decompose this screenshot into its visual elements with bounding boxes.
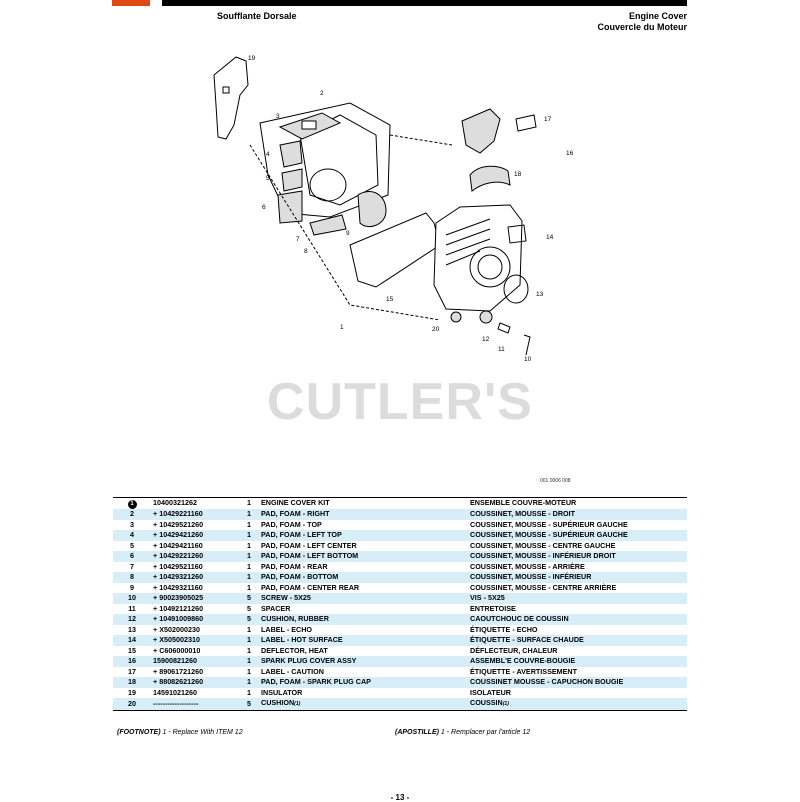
part-number-cell-text: + 10429321160 [153,582,203,592]
ref-cell [113,614,151,625]
description-fr-cell-text: DÉFLECTEUR, CHALEUR [470,645,558,655]
part-number-cell [151,530,239,541]
header-model-title: Soufflante Dorsale [217,11,297,21]
description-en-cell [259,698,468,710]
ref-cell [113,562,151,573]
description-fr-cell-text: COUSSINET, MOUSSE - SUPÉRIEUR GAUCHE [470,519,628,529]
description-en-cell-text: PAD, FOAM - BOTTOM [261,572,339,581]
qty-cell [239,562,259,573]
description-en-cell [259,593,468,604]
ref-cell-text: 19 [128,687,136,697]
part-number-cell [151,541,239,552]
table-row [113,667,687,678]
part-number-cell [151,562,239,573]
part-number-cell [151,646,239,657]
brand-logo-mark [150,0,162,6]
ref-cell-text: 3 [130,519,134,529]
part-number-cell-text: ------------------- [153,698,199,708]
part-number-cell [151,677,239,688]
table-row [113,530,687,541]
callout-13: 13 [536,291,544,298]
part-number-cell [151,593,239,604]
ref-cell-text: 8 [130,572,134,581]
description-fr-cell [468,688,687,699]
qty-cell [239,541,259,552]
table-row [113,625,687,636]
qty-cell [239,667,259,678]
part-number-cell-text: + 88082621260 [153,677,204,686]
table-row [113,698,687,710]
description-en-cell [259,656,468,667]
brand-logo [112,0,150,6]
description-en-cell-text: PAD, FOAM - LEFT CENTER [261,540,357,550]
description-en-cell-text: PAD, FOAM - RIGHT [261,509,330,518]
description-en-cell-text: PAD, FOAM - TOP [261,519,322,529]
description-fr-cell-text: COUSSIN [470,698,503,707]
part-number-cell-text: + 10429521260 [153,519,204,529]
ref-cell-text: 11 [128,603,136,613]
description-fr-cell-text: ISOLATEUR [470,687,511,697]
rubber-cushion [480,311,492,323]
table-row [113,541,687,552]
callout-18: 18 [514,171,522,178]
page-number: - 13 - [390,793,410,802]
callout-3: 3 [276,113,280,120]
qty-cell [239,509,259,520]
qty-cell [239,698,259,710]
description-en-cell [259,688,468,699]
header-bar [112,0,687,6]
watermark: CUTLER'S [267,373,533,431]
callout-12: 12 [482,336,490,343]
screw [524,335,530,355]
ref-cell [113,541,151,552]
ref-cell-text: 17 [128,666,136,676]
description-en-cell-text: CUSHION, RUBBER [261,614,329,623]
table-row [113,614,687,625]
part-number-cell [151,667,239,678]
description-en-cell [259,625,468,636]
description-en-cell [259,551,468,562]
qty-cell [239,551,259,562]
qty-cell [239,635,259,646]
insulator-bracket [214,57,248,139]
qty-cell [239,614,259,625]
description-fr-cell-text: CAOUTCHOUC DE COUSSIN [470,614,569,623]
qty-cell-text: 5 [247,593,251,602]
figure-id: 001 0006 008 [540,478,571,484]
description-en-cell [259,583,468,594]
foam-pad-bottom [310,215,346,235]
part-number-cell [151,583,239,594]
qty-cell [239,572,259,583]
ref-cell [113,498,151,510]
description-en-cell-text: LABEL - ECHO [261,624,312,634]
description-fr-cell [468,656,687,667]
table-row [113,498,687,510]
part-number-cell-text: 14591021260 [153,687,197,697]
ref-cell-text: 4 [130,530,134,539]
cushion [451,312,461,322]
ref-cell [113,635,151,646]
table-row [113,635,687,646]
part-number-cell [151,551,239,562]
callout-10: 10 [524,356,532,363]
spark-plug-cover [462,109,500,153]
part-number-cell-text: + X505002310 [153,635,200,644]
description-en-cell [259,509,468,520]
description-fr-cell-text: COUSSINET, MOUSSE - INFÉRIEUR DROIT [470,551,616,560]
part-number-cell-text: + C606000010 [153,645,201,655]
ref-cell-text: 7 [130,561,134,571]
ref-cell [113,656,151,667]
qty-cell [239,688,259,699]
part-number-cell-text: + 10429421160 [153,540,203,550]
callout-5: 5 [266,175,270,182]
description-en-cell-text: PAD, FOAM - LEFT TOP [261,530,342,539]
qty-cell-text: 1 [247,666,251,676]
description-fr-cell-text: ÉTIQUETTE - AVERTISSEMENT [470,666,578,676]
ref-cell [113,572,151,583]
ref-cell [113,646,151,657]
qty-cell [239,625,259,636]
part-number-cell-text: 15900821260 [153,656,197,665]
ref-cell-text: 15 [128,645,136,655]
table-row [113,646,687,657]
table-row [113,520,687,531]
callout-7: 7 [296,236,300,243]
part-number-cell-text: + 10491009860 [153,614,204,623]
description-fr-cell [468,520,687,531]
callout-1: 1 [340,324,344,331]
qty-cell-text: 1 [247,624,251,634]
description-en-cell [259,667,468,678]
description-fr-cell [468,583,687,594]
ref-cell-text: 10 [128,593,136,602]
description-en-cell [259,614,468,625]
description-en-cell [259,646,468,657]
qty-cell-text: 1 [247,561,251,571]
qty-cell-text: 1 [247,582,251,592]
qty-cell-text: 1 [247,540,251,550]
description-fr-cell [468,593,687,604]
spark-plug-cap-pad [470,166,510,191]
foam-pad-center-rear [358,192,386,227]
qty-cell-text: 1 [247,687,251,697]
description-en-cell [259,604,468,615]
caution-label [516,115,536,131]
callout-19: 19 [248,55,256,62]
qty-cell-text: 1 [247,677,251,686]
foam-pad-left-top [280,141,302,167]
description-fr-cell [468,509,687,520]
description-en-cell-text: PAD, FOAM - CENTER REAR [261,582,360,592]
engine-block [434,205,522,311]
description-fr-cell-text: ÉTIQUETTE - ECHO [470,624,538,634]
section-title-en: Engine Cover [628,11,687,21]
part-number-cell [151,520,239,531]
callout-8: 8 [304,248,308,255]
callout-15: 15 [386,296,394,303]
ref-cell [113,583,151,594]
description-fr-cell [468,604,687,615]
part-number-cell-text: + X502000230 [153,624,200,634]
description-en-cell-text: INSULATOR [261,687,303,697]
part-number-cell-text: + 10429221260 [153,551,204,560]
table-row [113,551,687,562]
callout-2: 2 [320,90,324,97]
description-en-cell-text: DEFLECTOR, HEAT [261,645,328,655]
part-number-cell [151,572,239,583]
part-number-cell [151,625,239,636]
ref-cell [113,625,151,636]
part-number-cell [151,656,239,667]
table-row [113,593,687,604]
footnote-fr-label: (APOSTILLE) [395,729,439,736]
part-number-cell-text: 10400321262 [153,498,197,508]
qty-cell [239,677,259,688]
description-fr-cell-text: VIS - 5X25 [470,593,505,602]
ref-cell [113,698,151,710]
callout-17: 17 [544,116,552,123]
description-fr-cell-text: COUSSINET, MOUSSE - CENTRE ARRIÈRE [470,582,617,592]
description-fr-cell [468,635,687,646]
callout-14: 14 [546,234,554,241]
ref-cell-text: 1 [128,500,137,509]
description-en-cell [259,530,468,541]
callout-4: 4 [266,151,270,158]
description-en-cell [259,520,468,531]
footnote-fr [395,729,530,736]
qty-cell [239,593,259,604]
footnote-en-label: (FOOTNOTE) [117,729,161,736]
description-fr-cell-text: ASSEMBL'E COUVRE-BOUGIE [470,656,576,665]
qty-cell-text: 1 [247,498,251,508]
footnote-marker: (1) [294,701,301,707]
qty-cell-text: 1 [247,635,251,644]
description-en-cell-text: SPACER [261,603,291,613]
description-fr-cell-text: COUSSINET, MOUSSE - CENTRE GAUCHE [470,540,616,550]
part-number-cell-text: + 10492121260 [153,603,204,613]
callout-20: 20 [432,326,440,333]
qty-cell [239,646,259,657]
ref-cell [113,520,151,531]
ref-cell-text: 13 [128,624,136,634]
description-fr-cell [468,551,687,562]
table-row [113,509,687,520]
ref-cell-text: 16 [128,656,136,665]
description-fr-cell [468,498,687,510]
qty-cell [239,498,259,510]
description-en-cell [259,562,468,573]
part-number-cell-text: + 89061721260 [153,666,204,676]
description-fr-cell-text: COUSSINET, MOUSSE - ARRIÈRE [470,561,585,571]
qty-cell-text: 1 [247,656,251,665]
qty-cell-text: 5 [247,614,251,623]
qty-cell-text: 1 [247,519,251,529]
description-en-cell-text: PAD, FOAM - SPARK PLUG CAP [261,677,371,686]
part-number-cell [151,688,239,699]
table-row [113,688,687,699]
part-number-cell-text: + 10429521160 [153,561,203,571]
ref-cell [113,551,151,562]
section-title-fr: Couvercle du Moteur [597,22,687,32]
qty-cell-text: 1 [247,572,251,581]
description-en-cell-text: CUSHION [261,698,295,707]
description-fr-cell [468,677,687,688]
table-row [113,604,687,615]
header-section-title [597,11,687,33]
foam-pad-left-bottom [278,191,302,223]
description-fr-cell-text: ENTRETOISE [470,603,516,613]
ref-cell-text: 9 [130,582,134,592]
ref-cell [113,604,151,615]
ref-cell-text: 12 [128,614,136,623]
description-fr-cell-text: ÉTIQUETTE - SURFACE CHAUDE [470,635,584,644]
table-row [113,656,687,667]
parts-table [113,497,687,711]
description-en-cell [259,572,468,583]
description-en-cell-text: SCREW - 5X25 [261,593,311,602]
description-fr-cell-text: COUSSINET, MOUSSE - DROIT [470,509,576,518]
description-en-cell-text: LABEL - CAUTION [261,666,324,676]
description-fr-cell [468,614,687,625]
ref-cell [113,530,151,541]
footnote-en-text: 1 - Replace With ITEM 12 [162,729,243,736]
part-number-cell [151,509,239,520]
qty-cell [239,656,259,667]
ref-cell [113,677,151,688]
part-number-cell-text: + 90023905025 [153,593,204,602]
description-fr-cell-text: COUSSINET, MOUSSE - SUPÉRIEUR GAUCHE [470,530,628,539]
description-fr-cell [468,667,687,678]
description-fr-cell [468,698,687,710]
exploded-parts-diagram [190,45,590,375]
qty-cell-text: 1 [247,645,251,655]
ref-cell [113,688,151,699]
part-number-cell [151,635,239,646]
table-row [113,583,687,594]
description-en-cell-text: LABEL - HOT SURFACE [261,635,343,644]
description-fr-cell-text: COUSSINET, MOUSSE - INFÉRIEUR [470,572,592,581]
ref-cell [113,509,151,520]
part-number-cell-text: + 10429421260 [153,530,204,539]
footnote-en [117,729,243,736]
qty-cell-text: 1 [247,509,251,518]
qty-cell [239,520,259,531]
ref-cell-text: 20 [128,698,136,708]
ref-cell [113,667,151,678]
foam-pad-left-center [282,169,302,191]
description-fr-cell [468,572,687,583]
description-en-cell [259,635,468,646]
qty-cell-text: 5 [247,698,251,708]
qty-cell-text: 1 [247,551,251,560]
table-row [113,572,687,583]
qty-cell [239,604,259,615]
part-number-cell [151,614,239,625]
qty-cell [239,530,259,541]
table-row [113,677,687,688]
ref-cell [113,593,151,604]
description-en-cell-text: ENGINE COVER KIT [261,498,330,508]
callout-6: 6 [262,204,266,211]
ref-cell-text: 2 [130,509,134,518]
description-en-cell [259,541,468,552]
description-fr-cell-text: COUSSINET MOUSSE - CAPUCHON BOUGIE [470,677,624,686]
description-fr-cell [468,530,687,541]
description-en-cell [259,498,468,510]
part-number-cell [151,698,239,710]
callout-11: 11 [498,346,505,353]
description-fr-cell [468,541,687,552]
callout-9: 9 [346,230,350,237]
description-fr-cell [468,562,687,573]
ref-cell-text: 5 [130,540,134,550]
description-fr-cell [468,646,687,657]
qty-cell [239,583,259,594]
description-en-cell-text: PAD, FOAM - REAR [261,561,328,571]
description-en-cell [259,677,468,688]
table-row [113,562,687,573]
description-en-cell-text: SPARK PLUG COVER ASSY [261,656,357,665]
part-number-cell-text: + 10429221160 [153,509,203,518]
description-en-cell-text: PAD, FOAM - LEFT BOTTOM [261,551,359,560]
footnote-fr-text: 1 - Remplacer par l'article 12 [440,729,531,736]
callout-16: 16 [566,150,574,157]
description-fr-cell [468,625,687,636]
footnote-marker: (1) [502,701,509,707]
ref-cell-text: 18 [128,677,136,686]
qty-cell-text: 1 [247,530,251,539]
ref-cell-text: 6 [130,551,134,560]
description-fr-cell-text: ENSEMBLE COUVRE-MOTEUR [470,498,577,508]
part-number-cell [151,498,239,510]
spacer [498,323,510,333]
part-number-cell [151,604,239,615]
qty-cell-text: 5 [247,603,251,613]
ref-cell-text: 14 [128,635,136,644]
part-number-cell-text: + 10429321260 [153,572,204,581]
